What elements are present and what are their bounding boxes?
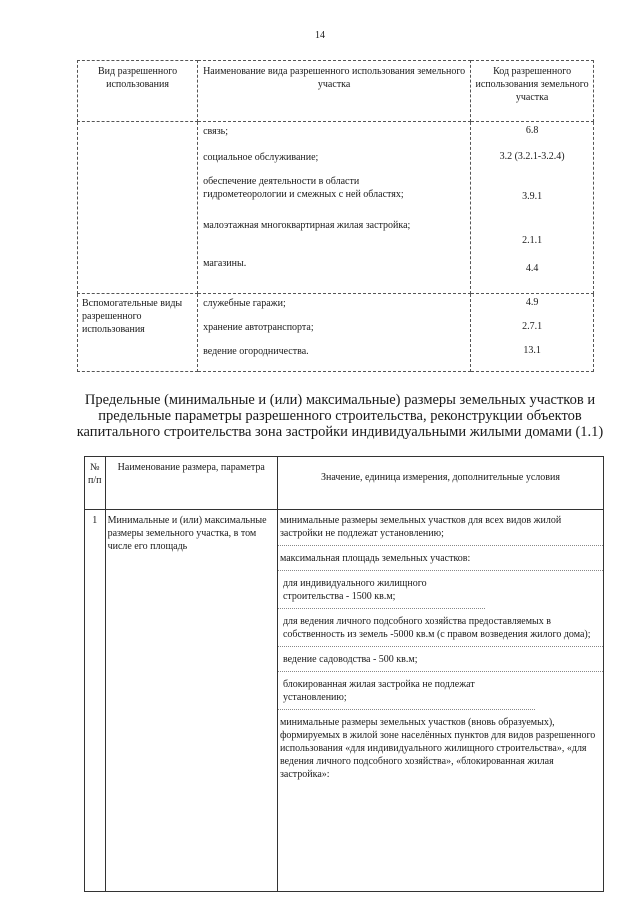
use-codes-cell <box>471 122 594 294</box>
table-header-row <box>85 457 604 510</box>
code-value: 2.1.1 <box>522 235 543 246</box>
use-type-cell <box>78 122 198 294</box>
table-header-row <box>78 61 594 122</box>
parameter-values-cell <box>277 510 603 892</box>
code-value: 4.9 <box>525 297 539 308</box>
list-item: хранение автотранспорта; <box>203 322 314 333</box>
list-item: ведение огородничества. <box>203 346 309 357</box>
value-line: блокированная жилая застройка не подлежат установлению; <box>278 678 535 710</box>
parameter-name: Минимальные и (или) максимальные размеры земельного участка, в том числе его площадь <box>105 510 277 892</box>
header-parameter-value: Значение, единица измерения, дополнительные условия <box>277 457 603 510</box>
header-use-type: Вид разрешенного использования <box>78 61 198 122</box>
code-value: 3.9.1 <box>522 191 543 202</box>
list-item: малоэтажная многоквартирная жилая застройка; <box>203 220 411 231</box>
value-line: минимальные размеры земельных участков для всех видов жилой застройки не подлежат установлению; <box>278 510 603 546</box>
list-item: магазины. <box>203 258 247 269</box>
header-use-code: Код разрешенного использования земельного участка <box>471 61 594 122</box>
page-number: 14 <box>315 30 325 41</box>
header-parameter-name: Наименование размера, параметра <box>105 457 277 510</box>
list-item: обеспечение деятельности в области гидрометеорологии и смежных с ней областях; <box>203 176 404 200</box>
value-line: минимальные размеры земельных участков (вновь образуемых), формируемых в жилой зоне населённых пунктов для видов разрешенного использования «для индивидуального жилищного строительства», «для ведения личного подсобного хозяйства», «блокированная жилая застройка»: <box>279 717 596 780</box>
header-number: № п/п <box>85 457 106 510</box>
use-codes-cell <box>471 294 594 372</box>
table-row <box>78 122 594 294</box>
code-value: 6.8 <box>525 125 539 136</box>
list-item: связь; <box>203 126 229 137</box>
header-use-name: Наименование вида разрешенного использования земельного участка <box>198 61 471 122</box>
permitted-use-table <box>77 60 594 372</box>
value-line: для ведения личного подсобного хозяйства предоставляемых в собственность из земель -5000 кв.м (с правом возведения жилого дома); <box>278 615 603 647</box>
auxiliary-use-label: Вспомогательные виды разрешенного использования <box>78 294 198 372</box>
row-number: 1 <box>85 510 106 892</box>
code-value: 4.4 <box>525 263 539 274</box>
code-value: 2.7.1 <box>522 321 543 332</box>
list-item: социальное обслуживание; <box>203 152 319 163</box>
value-line: максимальная площадь земельных участков: <box>278 552 603 571</box>
value-line: для индивидуального жилищного строительства - 1500 кв.м; <box>278 577 485 609</box>
section-heading: Предельные (минимальные и (или) максимальные) размеры земельных участков и предельные параметры разрешенного строительства, реконструкции объектов капитального строительства зона застройки индивидуальными жилыми домами (1.1) <box>76 392 604 440</box>
value-line: ведение садоводства - 500 кв.м; <box>278 653 603 672</box>
code-value: 13.1 <box>523 345 541 356</box>
parameters-table <box>84 456 604 892</box>
code-value: 3.2 (3.2.1-3.2.4) <box>499 151 565 162</box>
table-row <box>85 510 604 892</box>
table-row <box>78 294 594 372</box>
use-names-cell <box>198 294 471 372</box>
list-item: служебные гаражи; <box>203 298 286 309</box>
use-names-cell <box>198 122 471 294</box>
